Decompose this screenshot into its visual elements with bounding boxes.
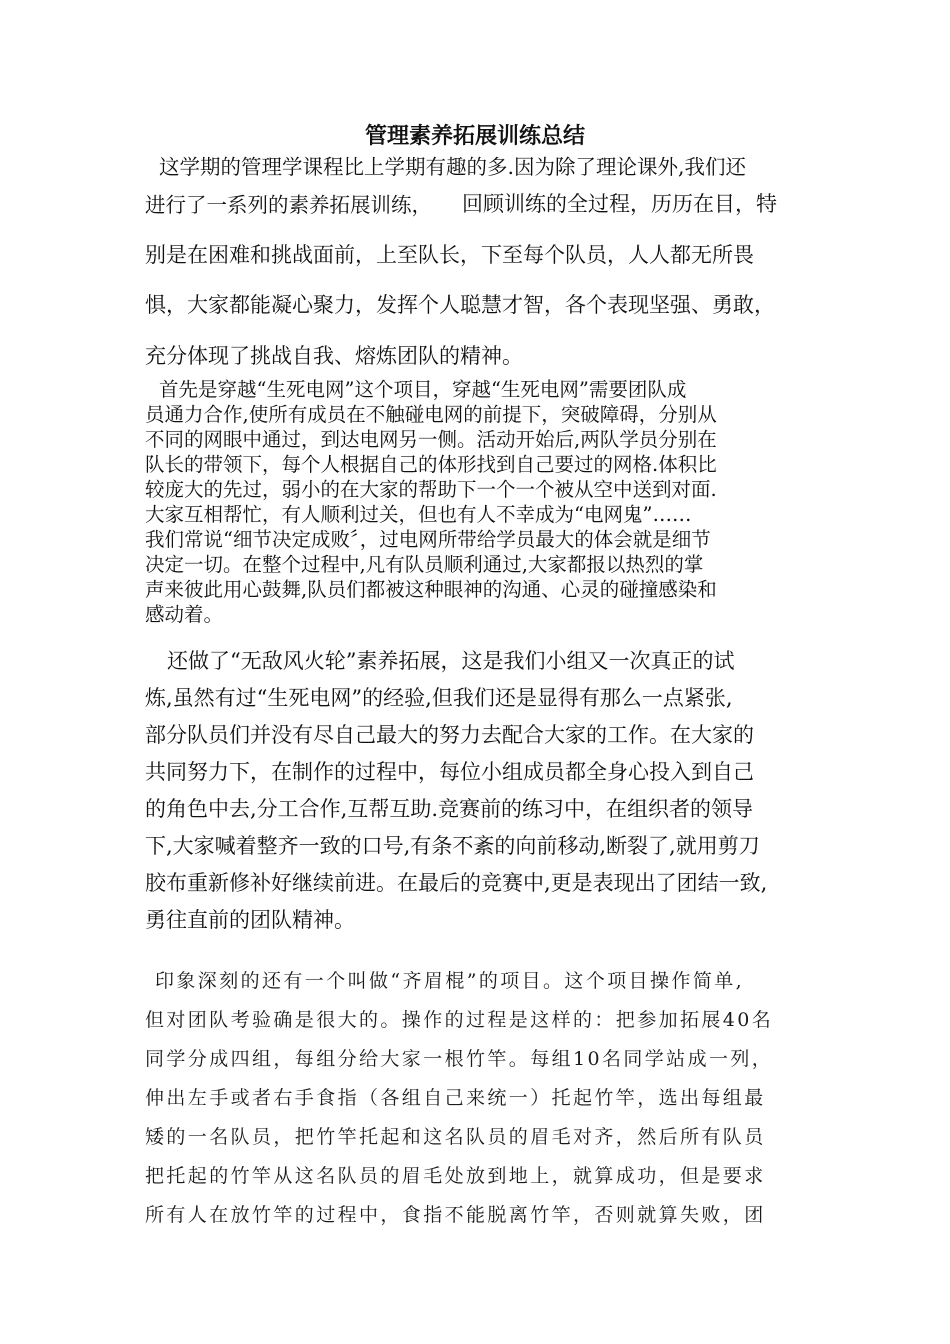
p1-line-3: 别是在困难和挑战面前，上至队长，下至每个队员，人人都无所畏 bbox=[145, 243, 754, 267]
p3-line-3: 部分队员们并没有尽自己最大的努力去配合大家的工作。在大家的 bbox=[145, 723, 754, 747]
p3-line-4: 共同努力下，在制作的过程中，每位小组成员都全身心投入到自己 bbox=[145, 760, 754, 784]
p2-line-3: 不同的网眼中通过，到达电网另一侧。活动开始后,两队学员分别在 bbox=[145, 428, 717, 451]
p2-line-5: 较庞大的先过，弱小的在大家的帮助下一个一个被从空中送到对面. bbox=[145, 478, 717, 501]
p1-line-4: 惧，大家都能凝心聚力，发挥个人聪慧才智，各个表现坚强、勇敢， bbox=[145, 293, 775, 317]
p4-line-3: 同学分成四组，每组分给大家一根竹竿。每组10名同学站成一列， bbox=[145, 1048, 774, 1070]
p3-line-6: 下,大家喊着整齐一致的口号,有条不紊的向前移动,断裂了,就用剪刀 bbox=[145, 834, 760, 858]
p4-line-5: 矮的一名队员，把竹竿托起和这名队员的眉毛对齐，然后所有队员 bbox=[145, 1126, 766, 1148]
p4-line-2: 但对团队考验确是很大的。操作的过程是这样的：把参加拓展40名 bbox=[145, 1009, 774, 1031]
p2-line-2: 员通力合作,使所有成员在不触碰电网的前提下，突破障碍，分别从 bbox=[145, 403, 717, 426]
p4-line-6: 把托起的竹竿从这名队员的眉毛处放到地上，就算成功，但是要求 bbox=[145, 1165, 766, 1187]
p2-line-8: 决定一切。在整个过程中,凡有队员顺利通过,大家都报以热烈的掌 bbox=[145, 553, 704, 576]
p3-line-2: 炼,虽然有过“生死电网”的经验,但我们还是显得有那么一点紧张, bbox=[145, 686, 733, 710]
p3-line-5: 的角色中去,分工合作,互帮互助.竞赛前的练习中，在组织者的领导 bbox=[145, 797, 754, 821]
p3-line-1: 还做了“无敌风火轮”素养拓展，这是我们小组又一次真正的试 bbox=[167, 649, 735, 673]
p3-line-7: 胶布重新修补好继续前进。在最后的竞赛中,更是表现出了团结一致, bbox=[145, 871, 768, 895]
p2-line-1: 首先是穿越“生死电网”这个项目，穿越“生死电网”需要团队成 bbox=[159, 378, 687, 401]
p2-line-7: 我们常说“细节决定成败〞，过电网所带给学员最大的体会就是细节 bbox=[145, 528, 711, 551]
p2-line-9: 声来彼此用心鼓舞,队员们都被这种眼神的沟通、心灵的碰撞感染和 bbox=[145, 578, 717, 601]
p2-line-6: 大家互相帮忙，有人顺利过关，但也有人不幸成为“电网鬼”…… bbox=[145, 503, 692, 526]
p3-line-8: 勇往直前的团队精神。 bbox=[145, 908, 355, 932]
p1-line-1: 这学期的管理学课程比上学期有趣的多.因为除了理论课外,我们还 bbox=[159, 155, 747, 179]
document-title: 管理素养拓展训练总结 bbox=[364, 124, 585, 149]
p4-line-4: 伸出左手或者右手食指（各组自己来统一）托起竹竿，选出每组最 bbox=[145, 1087, 766, 1109]
p2-line-4: 队长的带领下，每个人根据自己的体形找到自己要过的网格.体积比 bbox=[145, 453, 717, 476]
p4-line-7: 所有人在放竹竿的过程中，食指不能脱离竹竿，否则就算失败，团 bbox=[145, 1204, 766, 1226]
p1-line-5: 充分体现了挑战自我、熔炼团队的精神。 bbox=[145, 344, 523, 368]
p1-line-2b: 回顾训练的全过程，历历在目，特 bbox=[462, 192, 777, 216]
p1-line-2a: 进行了一系列的素养拓展训练， bbox=[145, 193, 432, 217]
p4-line-1: 印象深刻的还有一个叫做“齐眉棍”的项目。这个项目操作简单, bbox=[155, 970, 745, 992]
p2-line-10: 感动着。 bbox=[145, 603, 224, 626]
